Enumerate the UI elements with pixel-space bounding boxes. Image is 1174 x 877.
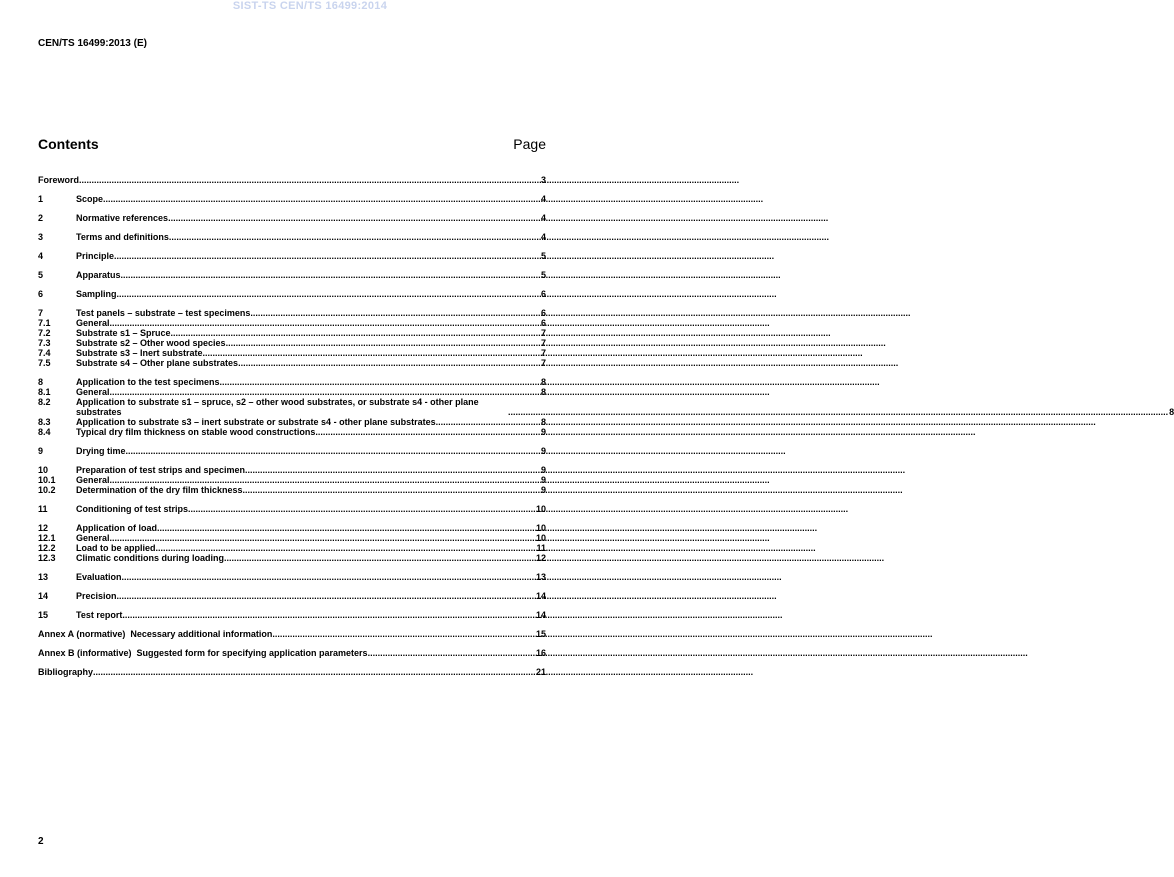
toc-title: Scope	[76, 194, 104, 204]
toc-entry[interactable]	[38, 610, 546, 620]
toc-leader	[203, 348, 540, 358]
toc-title: Terms and definitions	[76, 232, 169, 242]
toc-leader	[238, 358, 540, 368]
toc-title: Bibliography	[38, 667, 94, 677]
toc-leader	[315, 427, 540, 437]
toc-leader	[110, 475, 540, 485]
toc-title: General	[76, 533, 110, 543]
toc-title: Test panels – substrate – test specimens	[76, 308, 251, 318]
toc-entry[interactable]	[38, 308, 546, 318]
toc-number: 6	[38, 289, 44, 299]
toc-leader	[103, 194, 540, 204]
toc-number: 7	[38, 308, 44, 318]
toc-page: 21	[535, 667, 546, 677]
toc-title: Application to substrate s1 – spruce, s2 – other wood substrates, or substrate s4 - other plane substrates	[76, 397, 479, 417]
toc-page: 4	[540, 232, 546, 242]
toc-page: 16	[535, 648, 546, 658]
toc-entry[interactable]	[38, 446, 546, 456]
toc-leader	[114, 251, 540, 261]
toc-leader	[436, 417, 540, 427]
toc-page: 15	[535, 629, 546, 639]
toc-title: Evaluation	[76, 572, 122, 582]
toc-leader	[79, 175, 540, 185]
toc-number: 8.2	[38, 397, 51, 407]
toc-entry[interactable]	[38, 533, 546, 543]
toc-entry[interactable]	[38, 427, 546, 437]
toc-leader	[93, 667, 535, 677]
toc-entry[interactable]	[38, 504, 546, 514]
toc-page: 4	[540, 194, 546, 204]
toc-entry[interactable]	[38, 417, 546, 427]
toc-title: Substrate s2 – Other wood species	[76, 338, 226, 348]
toc-page: 10	[535, 523, 546, 533]
toc-entry[interactable]	[38, 475, 546, 485]
toc-leader	[272, 629, 535, 639]
toc-entry[interactable]	[38, 348, 546, 358]
toc-title: Annex A (normative) Necessary additional information	[38, 629, 273, 639]
toc-entry[interactable]	[38, 328, 546, 338]
toc-title: Precision	[76, 591, 117, 601]
toc-number: 3	[38, 232, 44, 242]
toc-number: 12.1	[38, 533, 56, 543]
watermark: SIST-TS CEN/TS 16499:2014	[232, 0, 388, 12]
toc-leader	[226, 338, 540, 348]
toc-number: 7.3	[38, 338, 51, 348]
toc-leader	[156, 543, 536, 553]
toc-leader	[126, 446, 540, 456]
toc-title: Normative references	[76, 213, 169, 223]
toc-entry[interactable]	[38, 387, 546, 397]
toc-leader	[508, 407, 1168, 417]
toc-title: Application to the test specimens	[76, 377, 220, 387]
toc-leader	[122, 610, 535, 620]
toc-number: 9	[38, 446, 44, 456]
toc-entry[interactable]	[38, 397, 1174, 417]
toc-page: 9	[540, 465, 546, 475]
toc-title: Foreword	[38, 175, 80, 185]
toc-title: General	[76, 387, 110, 397]
toc-number: 10.2	[38, 485, 56, 495]
toc-entry[interactable]	[38, 251, 546, 261]
toc-number: 15	[38, 610, 49, 620]
toc-title: Application to substrate s3 – inert substrate or substrate s4 - other plane substrates	[76, 417, 436, 427]
toc-entry[interactable]	[38, 289, 546, 299]
toc-page: 5	[540, 251, 546, 261]
toc-number: 8.4	[38, 427, 51, 437]
toc-entry[interactable]	[38, 194, 546, 204]
toc-number: 8	[38, 377, 44, 387]
toc-number: 10	[38, 465, 49, 475]
toc-leader	[117, 289, 540, 299]
toc-number: 7.5	[38, 358, 51, 368]
toc-leader	[250, 308, 540, 318]
toc-leader	[110, 318, 540, 328]
toc-entry[interactable]	[38, 572, 546, 582]
toc-number: 8.3	[38, 417, 51, 427]
toc-leader	[117, 591, 535, 601]
toc-entry[interactable]	[38, 591, 546, 601]
toc-number: 4	[38, 251, 44, 261]
toc-entry[interactable]	[38, 553, 546, 563]
toc-entry[interactable]	[38, 318, 546, 328]
toc-page: 7	[540, 348, 546, 358]
toc-entry[interactable]	[38, 232, 546, 242]
toc-title: Typical dry film thickness on stable wood constructions	[76, 427, 316, 437]
toc-title: Load to be applied	[76, 543, 156, 553]
toc-page: 12	[535, 553, 546, 563]
toc-title: Substrate s4 – Other plane substrates	[76, 358, 239, 368]
toc-page: 4	[540, 213, 546, 223]
toc-page: 10	[535, 533, 546, 543]
toc-title: Drying time	[76, 446, 126, 456]
page-number: 2	[38, 836, 44, 847]
toc-page: 6	[540, 308, 546, 318]
toc-number: 1	[38, 194, 44, 204]
toc-number: 12.2	[38, 543, 56, 553]
toc-title: Application of load	[76, 523, 157, 533]
toc-title: Apparatus	[76, 270, 121, 280]
toc-leader	[121, 270, 540, 280]
toc-page: 14	[535, 591, 546, 601]
toc-entry[interactable]	[38, 377, 546, 387]
toc-title: Preparation of test strips and specimen	[76, 465, 246, 475]
toc-number: 12.3	[38, 553, 56, 563]
toc-number: 7.4	[38, 348, 51, 358]
toc-page: 9	[540, 485, 546, 495]
toc-page: 8	[1169, 407, 1174, 417]
toc-title: Principle	[76, 251, 115, 261]
toc-page: 6	[540, 318, 546, 328]
toc-page: 9	[540, 475, 546, 485]
toc-leader	[110, 387, 540, 397]
toc-page: 5	[540, 270, 546, 280]
toc-number: 13	[38, 572, 49, 582]
toc-page: 6	[540, 289, 546, 299]
toc-entry[interactable]	[38, 338, 546, 348]
toc-page: 9	[540, 446, 546, 456]
toc-page: 7	[540, 358, 546, 368]
toc-entry-annex-b[interactable]	[38, 648, 546, 658]
toc-title: Substrate s3 – Inert substrate	[76, 348, 203, 358]
toc-leader	[157, 523, 535, 533]
toc-number: 7.2	[38, 328, 51, 338]
toc-title: General	[76, 318, 110, 328]
toc-entry-bibliography[interactable]	[38, 667, 546, 677]
toc-page: 14	[535, 610, 546, 620]
toc-leader	[168, 213, 540, 223]
toc-page: 11	[536, 543, 546, 553]
toc-leader	[220, 377, 540, 387]
toc-title: Substrate s1 – Spruce	[76, 328, 171, 338]
toc-leader	[243, 485, 540, 495]
toc-leader	[188, 504, 535, 514]
toc-leader	[169, 232, 540, 242]
toc-entry[interactable]	[38, 213, 546, 223]
toc-title: General	[76, 475, 110, 485]
toc-entry[interactable]	[38, 523, 546, 533]
toc-entry[interactable]	[38, 465, 546, 475]
toc-leader	[368, 648, 535, 658]
toc-title: Test report	[76, 610, 123, 620]
toc-title: Sampling	[76, 289, 117, 299]
contents-title: Contents	[38, 136, 99, 152]
toc-page: 8	[540, 377, 546, 387]
toc-leader	[122, 572, 535, 582]
toc-entry[interactable]	[38, 543, 546, 553]
toc-entry[interactable]	[38, 485, 546, 495]
toc-entry[interactable]	[38, 358, 546, 368]
toc-entry-foreword[interactable]	[38, 175, 546, 185]
toc-entry[interactable]	[38, 270, 546, 280]
toc-number: 12	[38, 523, 49, 533]
toc-title: Conditioning of test strips	[76, 504, 188, 514]
toc-page: 13	[535, 572, 546, 582]
toc-page: 8	[540, 417, 546, 427]
toc-page: 8	[540, 387, 546, 397]
toc-number: 5	[38, 270, 44, 280]
toc-leader	[171, 328, 540, 338]
toc-page: 7	[540, 328, 546, 338]
toc-entry-annex-a[interactable]	[38, 629, 546, 639]
toc-title: Annex B (informative) Suggested form for specifying application parameters	[38, 648, 368, 658]
toc-page: 9	[540, 427, 546, 437]
toc-leader	[245, 465, 540, 475]
toc-title: Climatic conditions during loading	[76, 553, 224, 563]
toc-leader	[224, 553, 535, 563]
page-column-label: Page	[513, 136, 546, 152]
toc-page: 10	[535, 504, 546, 514]
table-of-contents	[38, 175, 1174, 677]
toc-number: 10.1	[38, 475, 56, 485]
toc-page: 3	[540, 175, 546, 185]
toc-number: 11	[38, 504, 48, 514]
toc-number: 2	[38, 213, 44, 223]
toc-number: 14	[38, 591, 49, 601]
toc-number: 7.1	[38, 318, 51, 328]
toc-leader	[110, 533, 535, 543]
toc-page: 7	[540, 338, 546, 348]
document-id: CEN/TS 16499:2013 (E)	[38, 38, 147, 49]
toc-title: Determination of the dry film thickness	[76, 485, 243, 495]
toc-number: 8.1	[38, 387, 51, 397]
